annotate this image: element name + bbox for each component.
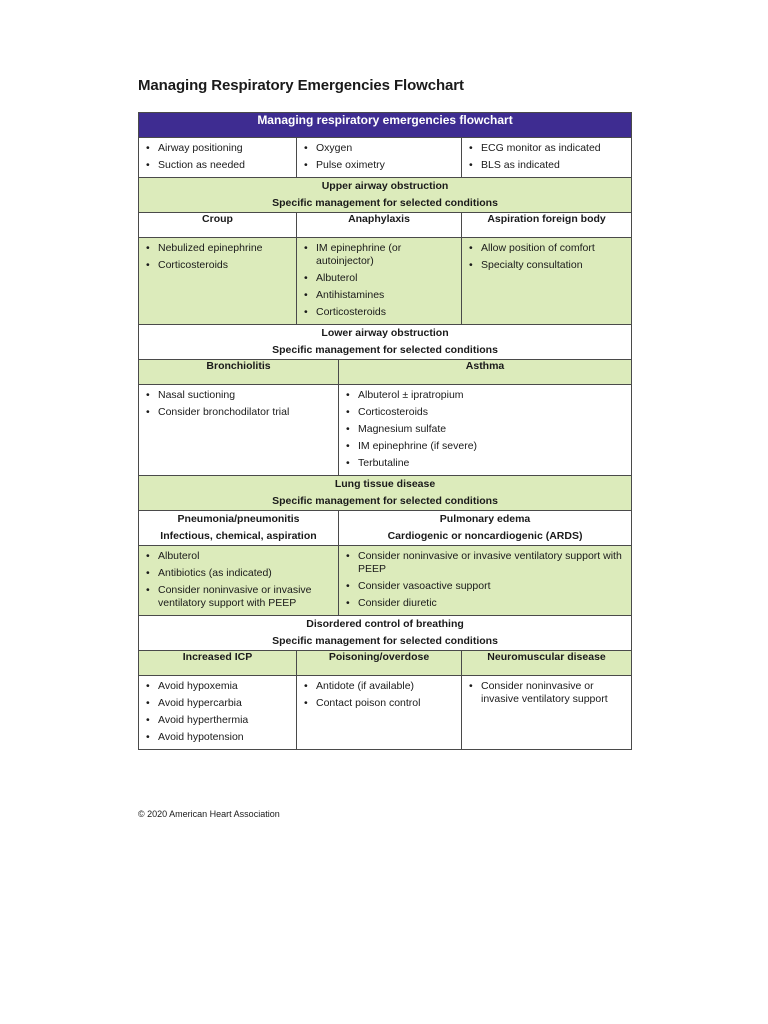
condition-body-pneumonia (139, 546, 339, 616)
condition-body-bronchiolitis (139, 385, 339, 476)
list-item: • Pulse oximetry (303, 159, 455, 172)
flowchart-banner: Managing respiratory emergencies flowchart (139, 113, 632, 138)
list-item: • Corticosteroids (303, 306, 455, 319)
bullet-list (139, 676, 296, 749)
bullet-list (139, 385, 338, 424)
flowchart-table (138, 112, 632, 750)
list-item: • Avoid hypoxemia (145, 680, 290, 693)
condition-body-neuromuscular (462, 676, 632, 750)
condition-body-asthma (339, 385, 632, 476)
list-item: • Nebulized epinephrine (145, 242, 290, 255)
list-item: • Suction as needed (145, 159, 290, 172)
bullet-list (462, 138, 631, 177)
section-header-lower-airway (139, 325, 632, 360)
list-item: • IM epinephrine (or autoinjector) (303, 242, 455, 268)
list-item: • Terbutaline (345, 457, 625, 470)
list-item: • BLS as indicated (468, 159, 625, 172)
list-item: • Consider noninvasive or invasive ventilatory support (468, 680, 625, 706)
bullet-list (462, 676, 631, 711)
list-item: • Albuterol (145, 550, 332, 563)
list-item: • Airway positioning (145, 142, 290, 155)
section-subtitle: Specific management for selected conditions (272, 197, 498, 209)
bullet-list (462, 238, 631, 277)
condition-header-increased-icp: Increased ICP (139, 651, 297, 676)
condition-header-neuromuscular: Neuromuscular disease (462, 651, 632, 676)
condition-name: Pulmonary edema (439, 513, 531, 525)
list-item: • Consider diuretic (345, 597, 625, 610)
document-title: Managing Respiratory Emergencies Flowchart (138, 77, 464, 94)
bullet-list (297, 676, 461, 715)
condition-body-pulmonary-edema (339, 546, 632, 616)
list-item: • Consider noninvasive or invasive ventilatory support with PEEP (145, 584, 332, 610)
list-item: • Antidote (if available) (303, 680, 455, 693)
list-item: • Albuterol (303, 272, 455, 285)
condition-header-croup: Croup (139, 213, 297, 238)
list-item: • Avoid hypotension (145, 731, 290, 744)
bullet-list (139, 138, 296, 177)
condition-body-aspiration (462, 238, 632, 325)
condition-detail: Infectious, chemical, aspiration (160, 530, 317, 542)
condition-header-aspiration: Aspiration foreign body (462, 213, 632, 238)
condition-header-anaphylaxis: Anaphylaxis (297, 213, 462, 238)
section-title: Lower airway obstruction (321, 327, 449, 339)
condition-header-pneumonia (139, 511, 339, 546)
initial-col-3 (462, 138, 632, 178)
list-item: • Specialty consultation (468, 259, 625, 272)
list-item: • Avoid hyperthermia (145, 714, 290, 727)
list-item: • Consider vasoactive support (345, 580, 625, 593)
condition-header-poisoning: Poisoning/overdose (297, 651, 462, 676)
condition-body-increased-icp (139, 676, 297, 750)
list-item: • Consider bronchodilator trial (145, 406, 332, 419)
list-item: • Antibiotics (as indicated) (145, 567, 332, 580)
list-item: • IM epinephrine (if severe) (345, 440, 625, 453)
condition-header-pulmonary-edema (339, 511, 632, 546)
list-item: • Antihistamines (303, 289, 455, 302)
condition-body-anaphylaxis (297, 238, 462, 325)
list-item: • Nasal suctioning (145, 389, 332, 402)
section-title: Disordered control of breathing (306, 618, 464, 630)
initial-management-row (139, 138, 632, 178)
bullet-list (297, 238, 461, 324)
bullet-list (297, 138, 461, 177)
section-header-lung-tissue (139, 476, 632, 511)
section-subtitle: Specific management for selected conditions (272, 344, 498, 356)
condition-body-poisoning (297, 676, 462, 750)
list-item: • Corticosteroids (145, 259, 290, 272)
section-title: Upper airway obstruction (321, 180, 449, 192)
bullet-list (139, 546, 338, 615)
section-subtitle: Specific management for selected conditions (272, 495, 498, 507)
list-item: • Avoid hypercarbia (145, 697, 290, 710)
list-item: • Magnesium sulfate (345, 423, 625, 436)
condition-name: Pneumonia/pneumonitis (177, 513, 300, 525)
initial-col-2 (297, 138, 462, 178)
section-header-disordered-breathing (139, 616, 632, 651)
condition-header-bronchiolitis: Bronchiolitis (139, 360, 339, 385)
condition-detail: Cardiogenic or noncardiogenic (ARDS) (387, 530, 583, 542)
copyright-notice: © 2020 American Heart Association (138, 809, 280, 819)
initial-col-1 (139, 138, 297, 178)
section-header-upper-airway (139, 178, 632, 213)
list-item: • Allow position of comfort (468, 242, 625, 255)
bullet-list (339, 546, 631, 615)
list-item: • Oxygen (303, 142, 455, 155)
bullet-list (339, 385, 631, 475)
bullet-list (139, 238, 296, 277)
list-item: • Corticosteroids (345, 406, 625, 419)
section-title: Lung tissue disease (334, 478, 436, 490)
condition-header-asthma: Asthma (339, 360, 632, 385)
list-item: • Consider noninvasive or invasive ventilatory support with PEEP (345, 550, 625, 576)
section-subtitle: Specific management for selected conditions (272, 635, 498, 647)
list-item: • Albuterol ± ipratropium (345, 389, 625, 402)
list-item: • ECG monitor as indicated (468, 142, 625, 155)
list-item: • Contact poison control (303, 697, 455, 710)
condition-body-croup (139, 238, 297, 325)
